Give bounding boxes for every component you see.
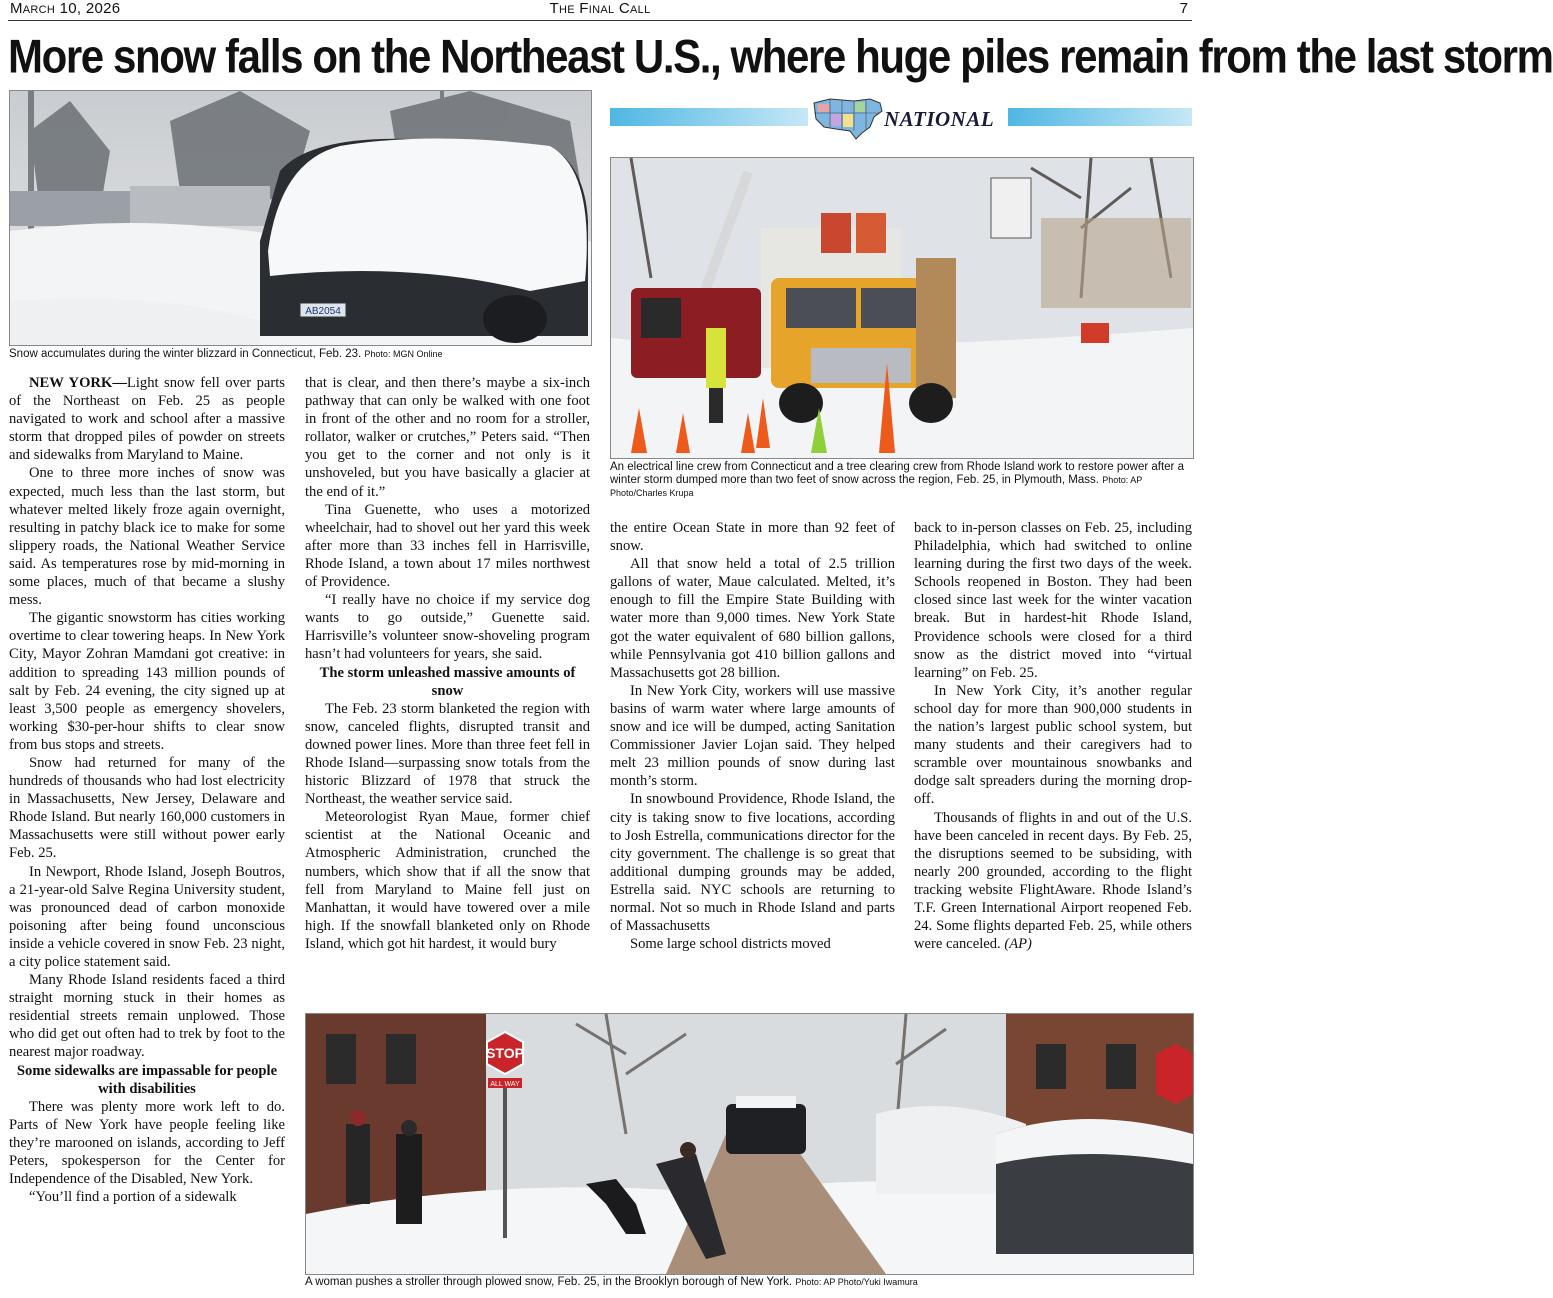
col3-paragraph-5: Some large school districts moved [630, 936, 831, 953]
stop-sign-text: STOP [486, 1045, 524, 1061]
street-caption-credit: Photo: AP Photo/Yuki Iwamura [795, 1277, 918, 1287]
license-plate: AB2054 [305, 306, 341, 317]
banner-bar-left [610, 108, 808, 126]
col2-paragraph-5: Meteorologist Ryan Maue, former chief scientist at the National Oceanic and Atmospheric Administration, crunched the numbers, which show that if all the snow that fell from Maryland to Maine fell just on Manhattan, it would have towered over a mile high. If the snowfall blanketed only on Rhode Island, which got hit hardest, it would bury [305, 809, 590, 952]
photo-snowy-car [9, 90, 592, 346]
subhead-storm: The storm unleashed massive amounts of snow [319, 664, 576, 699]
col4-paragraph-2: In New York City, it’s another regular school day for more than 900,000 students in the nation’s largest public school system, but many students and their caregivers had to scramble over mountainous snowbanks and dodge salt spreaders during the morning drop-off. [914, 682, 1192, 808]
section-banner [610, 93, 1192, 145]
col1-paragraph-5: In Newport, Rhode Island, Joseph Boutros, a 21-year-old Salve Regina University student, was pronounced dead of carbon monoxide poisoning after being found unconscious inside a vehicle covered in snow Feb. 23 night, a city police statement said. [9, 863, 285, 970]
car-caption-text: Snow accumulates during the winter blizzard in Connecticut, Feb. 23. [9, 348, 362, 360]
col3-paragraph-2: All that snow held a total of 2.5 trillion gallons of water, Maue calculated. Melted, it’s enough to fill the Empire State Building with water more than 9,000 times. New York State got the water equivalent of 680 billion gallons, while Pennsylvania got 410 billion gallons and Massachusetts got 28 billion. [610, 556, 895, 681]
col4-paragraph-3: Thousands of flights in and out of the U.S. have been canceled in recent days. By Feb. 25, the disruptions seemed to be subsiding, with nearly 200 grounded, according to the flight tracking website FlightAware. Rhode Island’s T.F. Green International Airport reopened Feb. 24. Some flights departed Feb. 25, while others were canceled. [914, 809, 1192, 953]
article-column-3 [610, 519, 895, 953]
car-caption-credit: Photo: MGN Online [364, 349, 443, 359]
col1-paragraph-6: Many Rhode Island residents faced a third straight morning stuck in their homes as residential streets remain unplowed. Those who did get out often had to trek by foot to the nearest major roadway. [9, 972, 285, 1061]
article-column-4 [914, 519, 1192, 953]
signoff: (AP) [1004, 936, 1032, 953]
headline: More snow falls on the Northeast U.S., where huge piles remain from the last storm [8, 30, 1553, 83]
trucks-caption-text: An electrical line crew from Connecticut and a tree clearing crew from Rhode Island work to restore power after a winter storm dumped more than two feet of snow across the region, Feb. 25, in Plymouth, Mass. [610, 461, 1184, 486]
issue-date: March 10, 2026 [10, 0, 121, 17]
dateline: NEW YORK— [29, 375, 127, 391]
publication-name: The Final Call [549, 0, 651, 17]
trucks-caption-credit: Photo: AP Photo/Charles Krupa [610, 475, 1143, 498]
header-rule [8, 20, 1192, 21]
col2-paragraph-2: Tina Guenette, who uses a motorized wheelchair, had to shovel out her yard this week after more than 33 inches fell in Harrisville, Rhode Island, a town about 17 miles northwest of Providence. [305, 501, 590, 591]
col1-paragraph-8: “You’ll find a portion of a sidewalk [29, 1189, 237, 1206]
col4-paragraph-1: back to in-person classes on Feb. 25, including Philadelphia, which had switched to online learning during the first two days of the week. Schools reopened in Boston. They had been closed since last week for the winter vacation break. But in hardest-hit Rhode Island, Providence schools were closed for a third snow as the district moved into “virtual learning” on Feb. 25. [914, 520, 1192, 681]
us-map-icon [810, 93, 886, 143]
car-photo-caption [9, 348, 590, 361]
col1-paragraph-3: The gigantic snowstorm has cities working overtime to clear towering heaps. In New York City, Mayor Zohran Mamdani got creative: in addition to spreading 143 million pounds of salt by Feb. 24 evening, the city signed up at least 3,500 people as emergency shovelers, working $30-per-hour shifts to clear snow from bus stops and streets. [9, 610, 285, 753]
trucks-photo-caption [610, 461, 1192, 500]
street-caption-text: A woman pushes a stroller through plowed snow, Feb. 25, in the Brooklyn borough of New York. [305, 1276, 793, 1288]
col1-paragraph-2: One to three more inches of snow was expected, much less than the last storm, but whatever melted likely froze again overnight, resulting in patchy black ice to make for some slippery roads, the National Weather Service said. As temperatures rose by mid-morning in some places, much of that became a slushy mess. [9, 465, 285, 609]
col3-paragraph-1: the entire Ocean State in more than 92 feet of snow. [610, 520, 895, 555]
col2-paragraph-3: “I really have no choice if my service dog wants to go outside,” Guenette said. Harrisville’s volunteer snow-shoveling program hasn’t had volunteers for years, she said. [305, 592, 590, 663]
col1-paragraph-4: Snow had returned for many of the hundreds of thousands who had lost electricity in Massachusetts, New Jersey, Delaware and Rhode Island. But nearly 160,000 customers in Massachusetts were still without power early Feb. 25. [9, 754, 285, 862]
banner-bar-right [1008, 108, 1192, 126]
article-column-1 [9, 374, 285, 1206]
col3-paragraph-4: In snowbound Providence, Rhode Island, the city is taking snow to five locations, according to Josh Estrella, communications director for the city government. The challenge is so great that additional dumping grounds may be added, Estrella said. NYC schools are returning to normal. Not so much in Rhode Island and parts of Massachusetts [610, 791, 895, 935]
col3-paragraph-3: In New York City, workers will use massive basins of warm water where large amounts of snow and ice will be dumped, acting Sanitation Commissioner Javier Lojan said. They helped melt 23 million pounds of snow during last month’s storm. [610, 682, 895, 790]
page-number: 7 [1179, 0, 1188, 17]
col1-paragraph-1: Light snow fell over parts of the Northeast on Feb. 25 as people navigated to work and school after a massive storm that dropped piles of powder on streets and sidewalks from Maryland to Maine. [9, 375, 285, 464]
article-column-2 [305, 374, 590, 953]
photo-utility-trucks [610, 157, 1194, 459]
photo-brooklyn-street [305, 1013, 1194, 1275]
col2-paragraph-4: The Feb. 23 storm blanketed the region with snow, canceled flights, disrupted transit and downed power lines. More than three feet fell in Rhode Island—surpassing snow totals from the historic Blizzard of 1978 that struck the Northeast, the weather service said. [305, 700, 590, 808]
all-way-sign-text: ALL WAY [490, 1081, 520, 1088]
col1-paragraph-7: There was plenty more work left to do. Parts of New York have people feeling like they’re marooned on islands, according to Jeff Peters, spokesperson for the Center for Independence of the Disabled, New York. [9, 1098, 285, 1188]
subhead-sidewalks: Some sidewalks are impassable for people with disabilities [16, 1062, 278, 1097]
street-photo-caption [305, 1276, 1192, 1289]
col2-paragraph-1: that is clear, and then there’s maybe a six-inch pathway that can only be walked with one foot in front of the other and no room for a stroller, rollator, walker or crutches,” Peters said. “Then you get to the corner and not only is it unshoveled, but you have basically a glacier at the end of it.” [305, 375, 590, 500]
section-label: NATIONAL [884, 107, 995, 131]
